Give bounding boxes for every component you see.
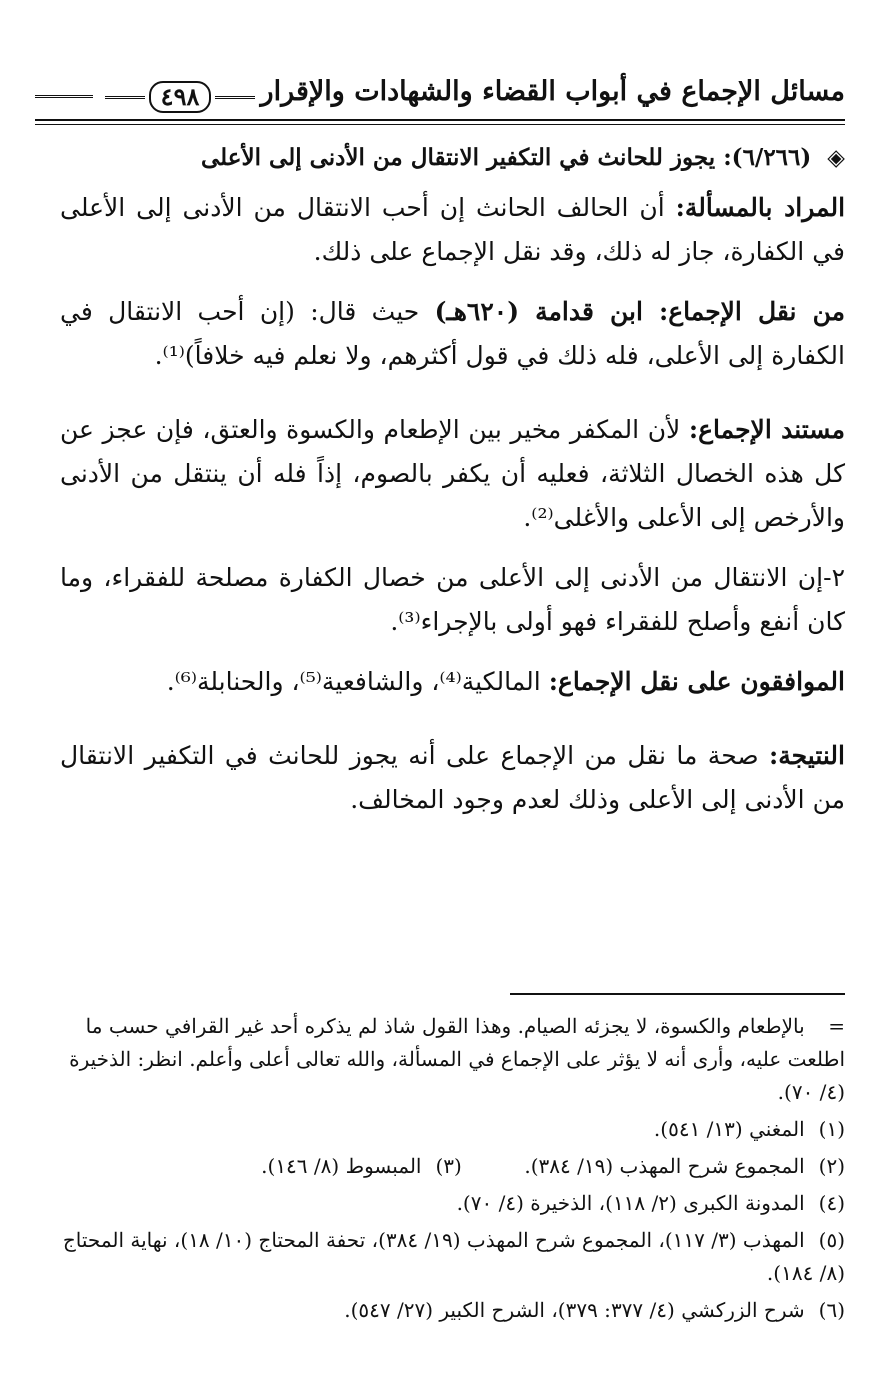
footnote-2 [468, 1150, 845, 1183]
issue-title: يجوز للحانث في التكفير الانتقال من الأدنى إلى الأعلى [201, 144, 716, 171]
footnote-number: (١) [818, 1117, 845, 1141]
ornament-line [215, 96, 255, 99]
paragraph-transmitter [60, 290, 845, 378]
footnote-number: (٣) [435, 1154, 462, 1178]
footnote-3 [85, 1150, 462, 1183]
paragraph-text: المالكية⁽⁴⁾، والشافعية⁽⁵⁾، والحنابلة⁽⁶⁾. [166, 667, 541, 696]
footnote-number: (٥) [818, 1228, 845, 1252]
paragraph-result [60, 734, 845, 822]
paragraph-basis-2 [60, 556, 845, 644]
footnote-4 [60, 1187, 845, 1220]
footnote-text: المهذب (٣/ ١١٧)، المجموع شرح المهذب (١٩/ ٣٨٤)، تحفة المحتاج (١٠/ ١٨)، نهاية المحتاج (٨/ ١٨٤). [62, 1228, 845, 1285]
page-number: ٤٩٨ [149, 81, 212, 113]
paragraph-text: ٢-إن الانتقال من الأدنى إلى الأعلى من خصال الكفارة مصلحة للفقراء، وما كان أنفع وأصلح للفقراء فهو أولى بالإجراء⁽³⁾. [60, 563, 845, 636]
footnote-number: (٦) [818, 1298, 845, 1322]
issue-number: (٦/٢٦٦): [723, 144, 812, 171]
paragraph-basis [60, 408, 845, 540]
footnote-6 [60, 1294, 845, 1327]
paragraph-lead: مستند الإجماع: [688, 415, 845, 444]
continuation-marker: = [828, 1014, 845, 1038]
footnote-continuation [60, 1010, 845, 1109]
paragraph-meaning [60, 186, 845, 274]
footnotes [60, 1010, 845, 1331]
main-text [60, 140, 845, 838]
footnote-5 [60, 1224, 845, 1290]
paragraph-lead: الموافقون على نقل الإجماع: [548, 667, 845, 696]
paragraph-agreeing [60, 660, 845, 704]
page-number-ornament [105, 80, 255, 114]
footnote-text: المدونة الكبرى (٢/ ١١٨)، الذخيرة (٤/ ٧٠). [456, 1191, 805, 1215]
header-divider-thin [35, 124, 845, 125]
footnote-1 [60, 1113, 845, 1146]
footnote-number: (٢) [818, 1154, 845, 1178]
diamond-icon: ◈ [827, 145, 845, 171]
issue-heading [60, 140, 845, 176]
header-divider [35, 119, 845, 121]
paragraph-lead: النتيجة: [769, 741, 845, 770]
page-header [35, 72, 845, 127]
header-ornament-rule [35, 95, 93, 98]
paragraph-lead: من نقل الإجماع: ابن قدامة (٦٢٠هـ) [434, 297, 845, 326]
paragraph-lead: المراد بالمسألة: [675, 193, 846, 222]
footnote-text: شرح الزركشي (٤/ ٣٧٧: ٣٧٩)، الشرح الكبير (٢٧/ ٥٤٧). [344, 1298, 805, 1322]
footnote-separator [510, 993, 845, 995]
paragraph-text: صحة ما نقل من الإجماع على أنه يجوز للحانث في التكفير الانتقال من الأدنى إلى الأعلى وذلك لعدم وجود المخالف. [60, 741, 845, 814]
running-title: مسائل الإجماع في أبواب القضاء والشهادات والإقرار [260, 76, 845, 107]
footnote-text: بالإطعام والكسوة، لا يجزئه الصيام. وهذا القول شاذ لم يذكره أحد غير القرافي حسب ما اطلعت عليه، وأرى أنه لا يؤثر على الإجماع في المسألة، والله تعالى أعلى وأعلم. انظر: الذخيرة (٤/ ٧٠). [69, 1014, 845, 1104]
footnote-number: (٤) [818, 1191, 845, 1215]
paragraph-text: حيث قال: (إن أحب الانتقال في الكفارة إلى الأعلى، فله ذلك في قول أكثرهم، ولا نعلم فيه خلافاً)⁽¹⁾. [60, 297, 845, 370]
footnote-text: المبسوط (٨/ ١٤٦). [261, 1154, 422, 1178]
paragraph-text: لأن المكفر مخير بين الإطعام والكسوة والعتق، فإن عجز عن كل هذه الخصال الثلاثة، فعليه أن يكفر بالصوم، إذاً فله أن ينتقل من الأدنى والأرخص إلى الأعلى والأغلى⁽²⁾. [60, 415, 845, 532]
footnote-text: المجموع شرح المهذب (١٩/ ٣٨٤). [524, 1154, 805, 1178]
paragraph-text: أن الحالف الحانث إن أحب الانتقال من الأدنى إلى الأعلى في الكفارة، جاز له ذلك، وقد نقل الإجماع على ذلك. [60, 193, 845, 266]
footnote-row-2-3 [60, 1150, 845, 1183]
footnote-text: المغني (١٣/ ٥٤١). [653, 1117, 805, 1141]
ornament-line [105, 96, 145, 99]
